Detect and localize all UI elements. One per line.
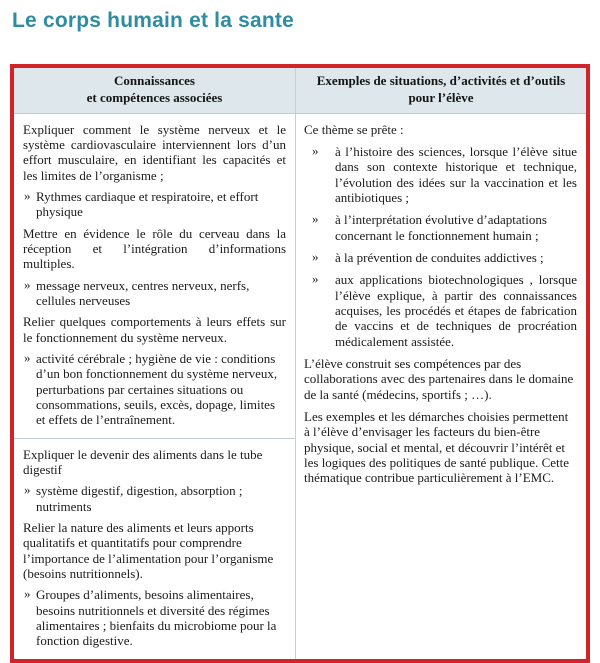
- bullet-item: [23, 189, 286, 220]
- bullet-text: Rythmes cardiaque et respiratoire, et effort physique: [36, 189, 259, 220]
- left-section-nervous-system: [14, 114, 295, 439]
- paragraph: Expliquer le devenir des aliments dans le tube digestif: [23, 446, 263, 478]
- bullet-marker: »: [24, 350, 31, 366]
- table-body: [14, 114, 586, 659]
- header-cell-connaissances: [14, 68, 295, 113]
- header-line: Connaissances: [114, 73, 195, 88]
- bullet-text: à l’interprétation évolutive d’adaptations concernant le fonctionnement humain ;: [335, 212, 547, 243]
- bullet-text: message nerveux, centres nerveux, nerfs, cellules nerveuses: [36, 277, 250, 309]
- bullet-text: activité cérébrale ; hygiène de vie : conditions d’un bon fonctionnement du système nerveux, perturbations par certaines situations ou consommations, seuils, excès, dopage, limites et effets de l’entraînement.: [36, 351, 278, 428]
- paragraph: Relier la nature des aliments et leurs apports qualitatifs et quantitatifs pour comprendre l’importance de l’alimentation pour l’organisme (besoins nutritionnels).: [23, 520, 274, 581]
- curriculum-table: [10, 64, 590, 663]
- left-section-digestion: [14, 439, 295, 659]
- bullet-marker: »: [312, 271, 319, 287]
- bullet-item: [23, 278, 286, 309]
- bullet-item: [304, 144, 577, 205]
- paragraph: Les exemples et les démarches choisies permettent à l’élève d’envisager les facteurs du bien-être physique, social et mental, et découvrir l’intérêt et les logiques des politiques de santé publique. Cette thématique contribue particulièrement à l’EMC.: [304, 409, 570, 486]
- document-page: [0, 9, 600, 649]
- paragraph: Relier quelques comportements à leurs effets sur le fonctionnement du système nerveux.: [23, 314, 286, 345]
- header-cell-exemples: [295, 68, 586, 113]
- header-line: Exemples de situations, d’activités et d’outils: [316, 73, 566, 88]
- bullet-text: système digestif, digestion, absorption ; nutriments: [36, 483, 243, 514]
- paragraph: Expliquer comment le système nerveux et le système cardiovasculaire interviennent lors d’un effort musculaire, en identifiant les capacités et les limites de l’organisme ;: [23, 121, 286, 183]
- table-header-row: [14, 68, 586, 114]
- bullet-marker: »: [312, 211, 319, 227]
- header-line: et compétences associées: [86, 89, 223, 105]
- column-connaissances: [14, 114, 295, 659]
- bullet-text: Groupes d’aliments, besoins alimentaires, besoins nutritionnels et diversité des régimes alimentaires ; bienfaits du microbiome pour la fonction digestive.: [36, 587, 277, 649]
- page-title: Le corps humain et la sante: [12, 9, 294, 32]
- paragraph: L’élève construit ses compétences par des collaborations avec des partenaires dans le domaine de la santé (médecins, sportifs ; …).: [304, 356, 574, 402]
- bullet-marker: »: [24, 276, 31, 292]
- bullet-item: [23, 351, 286, 428]
- bullet-item: [304, 212, 577, 243]
- bullet-text: à la prévention de conduites addictives ;: [335, 250, 544, 266]
- bullet-item: [23, 587, 286, 648]
- paragraph: Mettre en évidence le rôle du cerveau dans la réception et l’intégration d’informations multiples.: [23, 225, 286, 272]
- bullet-text: à l’histoire des sciences, lorsque l’élève situe dans son contexte historique et technique, l’évolution des idées sur la vaccination et les antibiotiques ;: [335, 144, 577, 206]
- paragraph: Ce thème se prête :: [304, 121, 404, 137]
- bullet-marker: »: [24, 188, 31, 204]
- column-exemples: [295, 114, 586, 659]
- header-line: pour l’élève: [408, 89, 474, 105]
- bullet-marker: »: [24, 482, 31, 498]
- bullet-marker: »: [24, 586, 31, 602]
- bullet-marker: »: [312, 143, 319, 159]
- bullet-item: [23, 483, 286, 514]
- bullet-item: [304, 272, 577, 349]
- bullet-item: [304, 250, 577, 265]
- bullet-text: aux applications biotechnologiques , lorsque l’élève explique, à partir des connaissances acquises, les procédés et étapes de fabrication de vaccins et de techniques de procréation médicalement assistée.: [335, 272, 577, 349]
- bullet-marker: »: [312, 249, 319, 265]
